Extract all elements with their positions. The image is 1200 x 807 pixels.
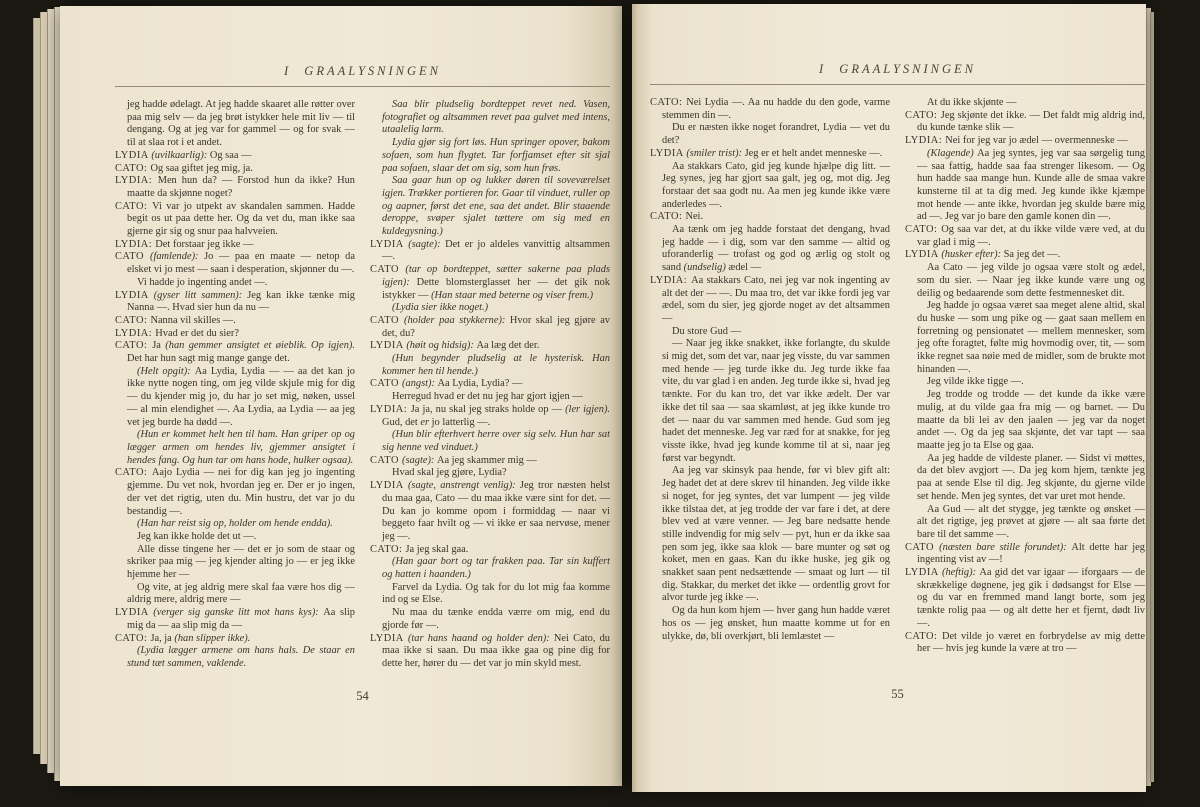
speaker-name: LYDIA: <box>115 175 158 187</box>
running-header: I GRAALYSNINGEN <box>284 64 441 78</box>
paragraph <box>370 544 610 557</box>
stage-direction: (Han gaar bort og tar frakken paa. Tar sin kuffert og hatten i haanden.) <box>382 556 610 581</box>
paragraph <box>115 328 355 341</box>
dialogue-text: jeg hadde ødelagt. At jeg hadde skaaret alle røtter over paa mig selv — da jeg brøt istykker hele mit liv — til dengang. Og at jeg var for gammel — og for svak — til at slaa rot i et andet. <box>127 99 355 149</box>
speaker-name: CATO: <box>115 632 151 644</box>
paragraph <box>905 376 1145 389</box>
dialogue-text: Jeg trodde og trodde — det kunde da ikke være mulig, at du vilde gaa fra mig — og barnet. — Du maatte da bli lei av den jaalen — jeg var da noget andet —. Og da jeg saa skjønte, det var tapt — saa maatte jeg jo ta Else og gaa. <box>917 389 1145 451</box>
dialogue-text: Ja, ja <box>150 632 175 644</box>
header-rule <box>650 84 1145 85</box>
page-edge-stack <box>1150 12 1154 782</box>
stage-direction: (høit og hidsig): <box>406 340 477 352</box>
speaker-name: CATO: <box>115 314 151 326</box>
stage-direction: (Hun blir efterhvert herre over sig selv. Hun har sat sig henne ved vinduet.) <box>382 429 610 453</box>
running-header: I GRAALYSNINGEN <box>819 62 976 76</box>
dialogue-text: At du ikke skjønte — <box>927 97 1017 108</box>
speaker-name: LYDIA: <box>370 403 411 415</box>
paragraph <box>115 429 355 467</box>
dialogue-text: Aa Cato — jeg vilde jo ogsaa være stolt og ædel, som du sier. — Naar jeg ikke kunde være ung og deilig og bedaarende som dette festmennesket dit. <box>917 262 1145 299</box>
paragraph <box>905 567 1145 631</box>
paragraph <box>370 467 610 480</box>
stage-direction: (famlende): <box>150 251 205 263</box>
paragraph <box>650 465 890 605</box>
dialogue-text: Jeg kan ikke tænke mig Nanna —. Hvad sier hun da nu — <box>127 289 355 314</box>
dialogue-text: Alle disse tingene her — det er jo som de staar og skriker paa mig — jeg kjender alting jo — er jeg ikke hjemme her — <box>127 543 355 581</box>
stage-direction: (næsten bare stille forundet): <box>939 541 1072 553</box>
paragraph <box>650 326 890 339</box>
dialogue-text: Gud, det <box>382 416 421 428</box>
speaker-name: CATO: <box>905 630 942 642</box>
dialogue-text: Ja jeg skal gaa. <box>405 543 469 555</box>
speaker-name: CATO: <box>115 200 153 212</box>
dialogue-text: Hvor skal jeg gjøre av det, du? <box>382 314 610 339</box>
speaker-name: LYDIA <box>905 249 942 261</box>
stage-direction: (angst): <box>402 378 438 390</box>
dialogue-text: — Naar jeg ikke snakket, ikke forlangte, du skulde si mig det, som det var, naar jeg visste, du var sammen med hende — jeg turde ikke du. Jeg turde ikke faa vite, du var glad i en anden. Jeg turde ikke si, hvad jeg tænkte. For du kan tro, det var ikke ædelt. Der var ikke det til saa — saa skamløst, at jeg ikke kunde tro det — naar du var sammen med hende. Gud som jeg hadet det menneske. Jeg var ræd for at snakke, for jeg visste ikke, hvad jeg kunde komme til at si, naar jeg først var begyndt. <box>662 338 890 464</box>
dialogue-text: Du store Gud — <box>672 325 741 337</box>
paragraph <box>650 97 890 122</box>
speaker-name: CATO <box>370 264 406 276</box>
paragraph <box>370 137 610 175</box>
dialogue-text: Aajo Lydia — nei for dig kan jeg jo ingenting gjemme. Du vet nok, hvordan jeg er. Der er jo ingen, der vet det rigtig, uten du. Min hustru, det var jo du bestandig —. <box>127 467 355 517</box>
paragraph <box>370 340 610 353</box>
dialogue-text: Hvad skal jeg gjøre, Lydia? <box>392 467 507 479</box>
paragraph <box>370 378 610 391</box>
text-block <box>115 99 610 671</box>
dialogue-text: Herregud hvad er det nu jeg har gjort igjen — <box>392 391 583 403</box>
speaker-name: LYDIA: <box>650 274 692 286</box>
stage-direction: (Lydia sier ikke noget.) <box>392 302 489 314</box>
page-number: 54 <box>356 689 369 703</box>
stage-direction: (han gemmer ansigtet et øieblik. Op igjen). <box>165 340 355 352</box>
paragraph <box>370 302 610 315</box>
page-number: 55 <box>891 687 904 701</box>
stage-direction: (holder paa stykkerne): <box>403 314 510 326</box>
paragraph <box>905 224 1145 249</box>
paragraph <box>905 631 1145 656</box>
speaker-name: LYDIA <box>370 632 408 644</box>
stage-direction: (husker efter): <box>941 249 1004 261</box>
dialogue-text: Aa stakkars Cato, nei jeg var nok ingenting av alt det der — —. Du maa tro, det var ikke fordi jeg var ædel, som du sier, jeg gjorde noget av det altsammen — <box>662 274 890 324</box>
paragraph <box>905 542 1145 567</box>
speaker-name: CATO <box>370 314 404 326</box>
dialogue-text: Jeg vilde ikke tigge —. <box>927 376 1024 388</box>
speaker-name: CATO: <box>115 467 152 479</box>
book-page-right <box>632 4 1146 792</box>
stage-direction: (ler igjen). <box>565 403 610 415</box>
stage-direction: (tar op bordteppet, sætter sakerne paa plads igjen): <box>382 264 610 288</box>
paragraph <box>115 175 355 200</box>
speaker-name: CATO: <box>905 109 941 121</box>
text-block <box>650 97 1145 656</box>
paragraph <box>115 467 355 518</box>
paragraph <box>115 290 355 315</box>
dialogue-text: Jeg er et helt andet menneske —. <box>744 147 883 159</box>
stage-direction: (sagte): <box>402 454 437 466</box>
dialogue-text: Aa Lydia, Lydia — — aa det kan jo ikke nytte nogen ting, om jeg vilde skjule mig for dig — du kjender mig jo, du har jo set mig, nøken, ussel — al min elendighet —. Aa Lydia, aa Lydia — aa jeg vet jeg burde ha dødd —. <box>127 365 355 428</box>
stage-direction: (Hun er kommet helt hen til ham. Han griper op og lægger armen om hendes liv, gjemmer ansigtet i hendes fang. Og hun tar om hans hode, hulker ogsaa). <box>127 429 355 466</box>
dialogue-text: Jo — paa en maate — netop da elsket vi jo mest — saan i desperation, skjønner du —. <box>127 251 355 276</box>
dialogue-text: Jeg hadde jo ogsaa været saa meget alene altid, skal du huske — som ung pike og — gaat saan mellem en forretning og pensionatet — mellem mennesker, som jeg ofte foragtet, følte mig hovmodig over, tit, — som ikke regnet saa nøie med de midler, som de brukte mot hinanden —. <box>917 300 1145 375</box>
stage-direction: (Lydia lægger armene om hans hals. De staar en stund tæt sammen, vaklende. <box>127 645 355 669</box>
paragraph <box>115 607 355 632</box>
paragraph <box>650 275 890 326</box>
text-column <box>370 99 610 671</box>
paragraph <box>905 148 1145 224</box>
dialogue-text: Aa jeg hadde de vildeste planer. — Sidst vi møttes, da det blev avgjort —. Da jeg kom hjem, tænkte jeg paa at sende Else til dig. Jeg skjønte, du gjerne vilde set hende. Men jeg syntes, det var uret mot hende. <box>917 452 1145 502</box>
speaker-name: CATO <box>370 378 403 390</box>
book-page-left <box>60 6 622 786</box>
paragraph <box>115 201 355 239</box>
stage-direction: Lydia gjør sig fort løs. Hun springer opover, bakom sofaen, som hun flygtet. Tar forfjamset efter sit sjal paa sofaen, slaar det om sig, som hun frøs. <box>382 137 610 174</box>
paragraph <box>650 148 890 161</box>
dialogue-text: Nanna vil skilles —. <box>150 314 236 326</box>
dialogue-text: ædel — <box>725 262 762 274</box>
dialogue-text: Nei. <box>685 211 704 223</box>
paragraph <box>115 582 355 607</box>
paragraph <box>115 163 355 176</box>
speaker-name: CATO <box>115 251 151 263</box>
paragraph <box>370 264 610 302</box>
paragraph <box>370 429 610 454</box>
paragraph <box>370 607 610 632</box>
stage-direction: er <box>420 416 430 428</box>
paragraph <box>115 99 355 150</box>
stage-direction: Saa blir pludselig bordteppet revet ned. Vasen, fotografiet og altsammen revet paa gulvet med intens, utaalelig larm. <box>382 99 610 136</box>
dialogue-text: Dette blomsterglasset her — det gik nok istykker — <box>382 276 610 301</box>
speaker-name: CATO: <box>115 162 151 174</box>
speaker-name: LYDIA <box>115 149 152 161</box>
dialogue-text: Aa jeg syntes, jeg var saa sørgelig tung — saa fattig, hadde saa faa strenger likesom. — Og hun hadde saa mange hun. Kunde alle de smaa vakre kunsterne til at ta dig med. Jeg kunde ikke kjæmpe mot hende — ante ikke, hvordan jeg skulde bære mig ad —. Jeg var jo bare den gamle konen din —. <box>917 147 1145 223</box>
paragraph <box>370 315 610 340</box>
speaker-name: CATO: <box>370 543 406 555</box>
paragraph <box>905 389 1145 453</box>
speaker-name: LYDIA <box>370 340 407 352</box>
dialogue-text: Det er jo aldeles vanvittig altsammen —. <box>382 238 610 263</box>
stage-direction: (gyser litt sammen): <box>153 289 248 301</box>
text-column <box>115 99 355 671</box>
dialogue-text: Nei for jeg var jo ædel — overmenneske — <box>945 135 1128 147</box>
dialogue-text: Hvad er det du sier? <box>155 327 239 339</box>
stage-direction: (undselig) <box>683 262 726 274</box>
speaker-name: LYDIA: <box>905 135 946 147</box>
dialogue-text: Jeg kan ikke holde det ut —. <box>137 530 257 542</box>
dialogue-text: Jeg tror næsten helst du maa gaa, Cato — du maa ikke være sint for det. — Du kan jo komme opom i formiddag — naar vi beggeto faar hvilt og — vi ikke er saa nervøse, mener jeg —. <box>382 480 610 542</box>
stage-direction: (Helt opgit): <box>137 365 195 377</box>
paragraph <box>115 150 355 163</box>
paragraph <box>370 480 610 544</box>
dialogue-text: Men hun da? — Forstod hun da ikke? Hun maatte da skjønne noget? <box>127 175 355 199</box>
speaker-name: CATO <box>905 541 940 553</box>
paragraph <box>905 504 1145 542</box>
dialogue-text: Aa stakkars Cato, gid jeg kunde hjælpe dig litt. — Jeg synes, jeg har gjort saa galt, jeg og, mot dig. Jeg forstaar det saa godt nu. Aa men jeg kunde ikke være anderledes —. <box>662 160 890 210</box>
paragraph <box>650 211 890 224</box>
paragraph <box>370 175 610 239</box>
paragraph <box>650 605 890 643</box>
text-column <box>650 97 890 656</box>
dialogue-text: Vi var jo utpekt av skandalen sammen. Hadde begit os ut paa dette her. Og da vet du, man ikke saa gjerne gir sig og snur paa halvveien. <box>127 200 355 238</box>
paragraph <box>370 404 610 429</box>
dialogue-text: Det har hun sagt mig mange gange det. <box>127 353 290 365</box>
speaker-name: LYDIA <box>115 289 154 301</box>
paragraph <box>905 135 1145 148</box>
dialogue-text: Farvel da Lydia. Og tak for du lot mig faa komme ind og se Else. <box>382 581 610 606</box>
stage-direction: (Klagende) <box>927 147 978 159</box>
dialogue-text: Aa jeg var skinsyk paa hende, før vi blev gift alt: Jeg hadet det at dere skrev til hinanden. Jeg vilde ikke si noget, for jeg syntes, det var lumpent — jeg vilde ikke tilstaa det, at jeg trodde der var fare i det, at dere blev ved at være venner. — Jeg bare nedsatte hende stille indvendig for mig selv — pyt, hun er da ikke saa pen som jeg, ikke saa klok — bare munter og søt og koket, men en gaas. Kan du ikke huske, jeg gik og snakket saan pent nedsættende — smaat og lurt — til dig. Stakkar, du merket det ikke — ordentlig grovt for alvor turde jeg ikke —. <box>662 465 890 604</box>
dialogue-text: Vi hadde jo ingenting andet —. <box>137 276 268 288</box>
paragraph <box>115 531 355 544</box>
dialogue-text: Og saa — <box>209 149 252 161</box>
dialogue-text: Aa slip mig da — aa slip mig da — <box>127 607 355 631</box>
dialogue-text: Du er næsten ikke noget forandret, Lydia — vet du det? <box>662 122 890 147</box>
stage-direction: (verger sig ganske litt mot hans kys): <box>153 607 324 619</box>
paragraph <box>650 338 890 465</box>
stage-direction: (uvilkaarlig): <box>151 149 210 161</box>
speaker-name: LYDIA <box>905 567 942 579</box>
stage-direction: Saa gaar hun op og lukker døren til soveværelset igjen. Trækker portieren for. Gaar til vinduet, ruller op og aapner, først det ene, saa det andet. Blir staaende deroppe, svøper sjalet tættere om sig med en kuldegysning.) <box>382 175 610 238</box>
paragraph <box>115 633 355 646</box>
header-rule <box>115 86 610 87</box>
dialogue-text: Ja <box>152 340 166 352</box>
dialogue-text: Aa tænk om jeg hadde forstaat det dengang, hvad jeg hadde — i dig, som var den samme — altid og uforanderlig — trofast og god og ærlig og stolt og sand <box>662 224 890 274</box>
dialogue-text: Aa Gud — alt det stygge, jeg tænkte og ønsket — alt det rigtige, jeg prøvet at gjøre — alt saa førte det bare til det samme —. <box>917 503 1145 540</box>
paragraph <box>370 582 610 607</box>
stage-direction: (sagte): <box>408 238 446 250</box>
speaker-name: LYDIA <box>115 607 154 619</box>
stage-direction: (smiler trist): <box>686 147 745 159</box>
dialogue-text: Det forstaar jeg ikke — <box>155 238 254 250</box>
speaker-name: CATO: <box>650 211 686 223</box>
paragraph <box>370 391 610 404</box>
paragraph <box>115 277 355 290</box>
paragraph <box>650 224 890 275</box>
stage-direction: (Hun begynder pludselig at le hysterisk. Han kommer hen til hende.) <box>382 353 610 377</box>
stage-direction: (Han staar med beterne og viser frem.) <box>431 289 594 301</box>
dialogue-text: Aa læg det der. <box>476 340 540 352</box>
paragraph <box>370 633 610 671</box>
dialogue-text: Alt dette har jeg ingenting vist av —! <box>917 541 1145 566</box>
paragraph <box>370 353 610 378</box>
dialogue-text: Ja ja, nu skal jeg straks holde op — <box>410 403 566 415</box>
paragraph <box>650 161 890 212</box>
stage-direction: (heftig): <box>941 567 980 579</box>
dialogue-text: Og saa var det, at du ikke vilde være ved, at du var glad i mig —. <box>917 224 1145 248</box>
paragraph <box>370 99 610 137</box>
speaker-name: CATO: <box>115 340 153 352</box>
dialogue-text: Nei Lydia —. Aa nu hadde du den gode, varme stemmen din —. <box>662 97 890 121</box>
stage-direction: (sagte, anstrengt venlig): <box>407 480 520 492</box>
paragraph <box>115 251 355 276</box>
speaker-name: CATO <box>370 454 403 466</box>
dialogue-text: Aa gid det var igaar — iforgaars — de skrækkelige døgnene, jeg gik i dødsangst for Else — og du var en fremmed mand langt borte, som jeg tænkte rolig paa — og alt dette her et fjernt, dødt liv —. <box>917 567 1145 629</box>
speaker-name: LYDIA <box>650 147 687 159</box>
paragraph <box>115 315 355 328</box>
page-edge-stack <box>33 18 40 754</box>
dialogue-text: Nei Cato, du maa ikke si saan. Du maa ikke gaa og pine dig for dette her, hører du — det var jo min skyld mest. <box>382 632 610 669</box>
paragraph <box>115 340 355 365</box>
dialogue-text: Jeg skjønte det ikke. — Det faldt mig aldrig ind, du kunde tænke slik — <box>917 109 1145 134</box>
paragraph <box>650 122 890 147</box>
paragraph <box>115 239 355 252</box>
paragraph <box>905 97 1145 110</box>
stage-direction: (Han har reist sig op, holder om hende endda). <box>137 518 333 530</box>
paragraph <box>370 239 610 264</box>
paragraph <box>370 556 610 581</box>
dialogue-text: Og vite, at jeg aldrig mere skal faa være hos dig — aldrig mere, aldrig mere — <box>127 581 355 606</box>
paragraph <box>115 518 355 531</box>
paragraph <box>905 262 1145 300</box>
speaker-name: LYDIA: <box>115 327 156 339</box>
dialogue-text: Og da hun kom hjem — hver gang hun hadde været hos os — jeg ønsket, hun maatte komme ut for en ulykke, dø, bli overkjørt, bli lemlæstet — <box>662 605 890 642</box>
paragraph <box>905 453 1145 504</box>
stage-direction: (tar hans haand og holder den): <box>407 632 554 644</box>
dialogue-text: Og saa giftet jeg mig, ja. <box>150 162 253 174</box>
speaker-name: CATO: <box>650 97 687 108</box>
speaker-name: LYDIA <box>370 480 408 492</box>
paragraph <box>115 366 355 430</box>
dialogue-text: Aa jeg skammer mig — <box>436 454 537 466</box>
text-column <box>905 97 1145 656</box>
dialogue-text: jo latterlig —. <box>429 416 491 428</box>
paragraph <box>370 455 610 468</box>
speaker-name: CATO: <box>905 224 942 236</box>
speaker-name: LYDIA: <box>115 238 156 250</box>
paragraph <box>115 544 355 582</box>
dialogue-text: Nu maa du tænke endda værre om mig, end du gjorde før —. <box>382 607 610 631</box>
dialogue-text: Sa jeg det —. <box>1003 249 1061 261</box>
paragraph <box>905 249 1145 262</box>
dialogue-text: Aa Lydia, Lydia? — <box>437 378 523 390</box>
speaker-name: LYDIA <box>370 238 409 250</box>
paragraph <box>905 300 1145 376</box>
dialogue-text: Det vilde jo været en forbrydelse av mig dette her — hvis jeg kunde la være at tro — <box>917 630 1145 655</box>
stage-direction: (han slipper ikke). <box>174 632 251 644</box>
paragraph <box>115 645 355 670</box>
paragraph <box>905 110 1145 135</box>
